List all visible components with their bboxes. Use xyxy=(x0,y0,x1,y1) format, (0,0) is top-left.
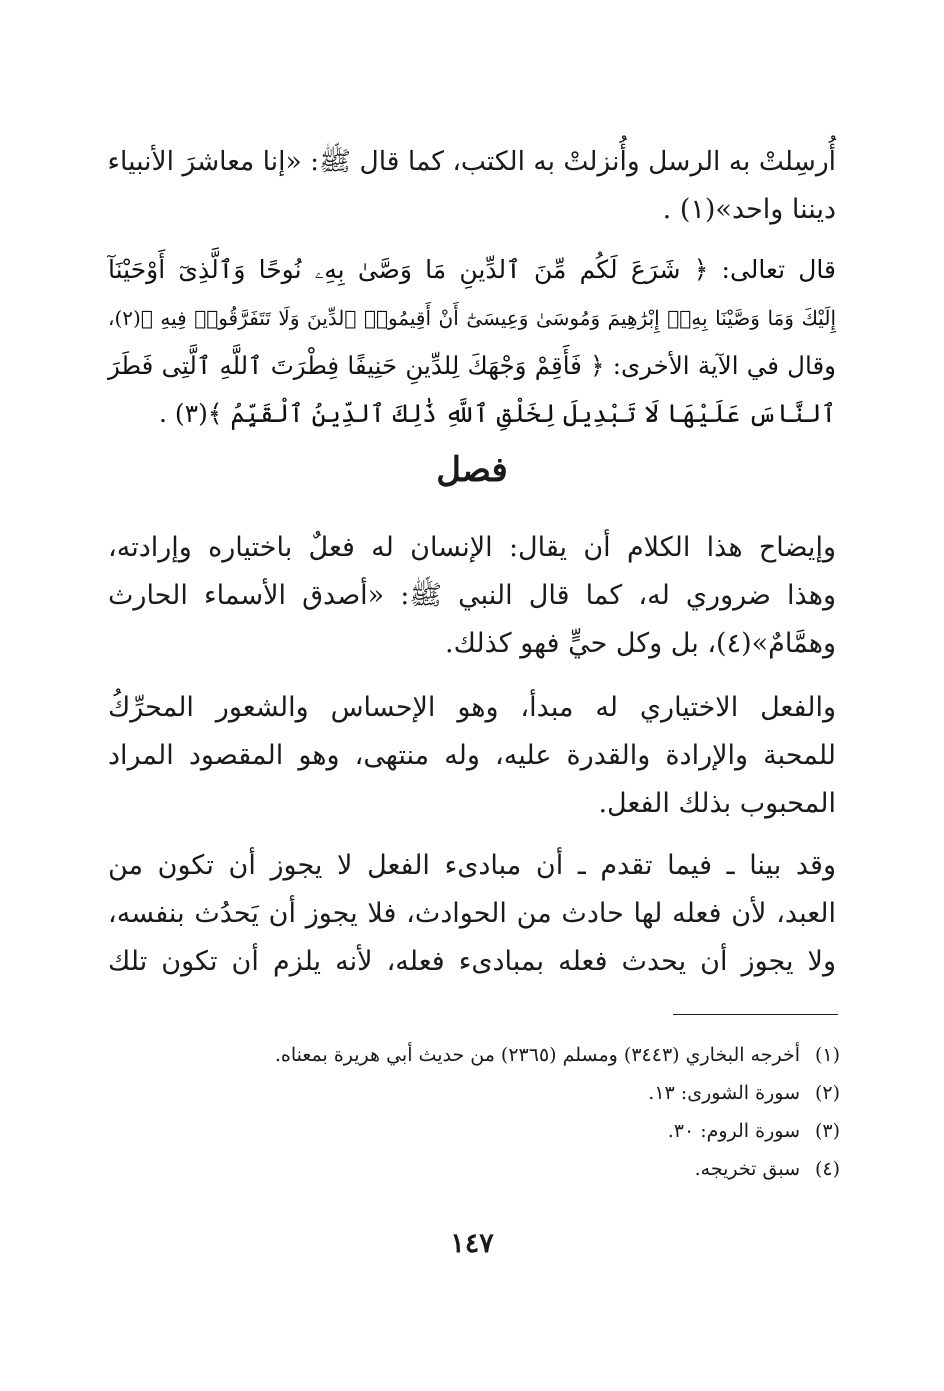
text-line: ٱلنَّاسَ عَلَيْهَا لَا تَبْدِيلَ لِخَلْقِ ٱللَّهِ ذَٰلِكَ ٱلدِّينُ ٱلْقَيِّمُ ﴾(٣) . xyxy=(158,399,836,428)
footnote xyxy=(150,1036,840,1074)
text-line: أُرسِلتْ به الرسل وأُنزلتْ به الكتب، كما قال ﷺ: «إنا معاشرَ الأنبياء xyxy=(107,146,836,177)
footnote-text: أخرجه البخاري (٣٤٤٣) ومسلم (٢٣٦٥) من حديث أبي هريرة بمعناه. xyxy=(274,1044,800,1066)
footnote-number: (٤) xyxy=(814,1158,840,1180)
section-heading: فصل xyxy=(436,450,508,490)
text-line: وهذا ضروري له، كما قال النبي ﷺ: «أصدق الأسماء الحارث xyxy=(108,580,836,611)
text-line: ولا يجوز أن يحدث فعله بمبادىء فعله، لأنه يلزم أن تكون تلك xyxy=(108,946,836,977)
footnote-number: (٢) xyxy=(814,1082,840,1104)
text-line: المحبوب بذلك الفعل. xyxy=(598,788,836,819)
page-number: ١٤٧ xyxy=(450,1228,494,1259)
footnote-text: سورة الروم: ٣٠. xyxy=(667,1120,800,1142)
paragraph-voluntary-action xyxy=(108,524,836,668)
text-line: وهمَّامٌ»(٤)، بل وكل حيٍّ فهو كذلك. xyxy=(445,628,836,659)
paragraph-hadith-religion xyxy=(108,138,836,234)
text-line: للمحبة والإرادة والقدرة عليه، وله منتهى، وهو المقصود المراد xyxy=(108,740,836,771)
text-line: ديننا واحد»(١) . xyxy=(662,194,836,225)
footnotes xyxy=(150,1036,840,1188)
text-line: وإيضاح هذا الكلام أن يقال: الإنسان له فعلٌ باختياره وإرادته، xyxy=(108,532,836,563)
footnote xyxy=(150,1150,840,1188)
text-line: والفعل الاختياري له مبدأ، وهو الإحساس والشعور المحرِّكُ xyxy=(108,692,836,723)
footnote-separator xyxy=(673,1014,838,1015)
footnote xyxy=(150,1112,840,1150)
footnote-text: سبق تخريجه. xyxy=(694,1158,800,1180)
footnote-text: سورة الشورى: ١٣. xyxy=(648,1082,800,1104)
paragraph-origin-of-action xyxy=(108,684,836,828)
text-line: إِلَيْكَ وَمَا وَصَّيْنَا بِهِۦٓ إِبْرَٰهِيمَ وَمُوسَىٰ وَعِيسَىٰٓ أَنْ أَقِيمُوا۟ ٱلدِّينَ وَلَا تَتَفَرَّقُوا۟ فِيهِ ﴾(٢)، xyxy=(108,306,836,330)
footnote xyxy=(150,1074,840,1112)
text-line: العبد، لأن فعله لها حادث من الحوادث، فلا يجوز أن يَحدُث بنفسه، xyxy=(108,898,836,929)
text-line: قال تعالى: ﴿ شَرَعَ لَكُم مِّنَ ٱلدِّينِ مَا وَصَّىٰ بِهِۦ نُوحًا وَٱلَّذِىٓ أَوْحَيْنَآ xyxy=(108,255,836,284)
text-line: وقال في الآية الأخرى: ﴿ فَأَقِمْ وَجْهَكَ لِلدِّينِ حَنِيفًا فِطْرَتَ ٱللَّهِ ٱلَّتِى فَطَرَ xyxy=(108,351,836,380)
footnote-number: (١) xyxy=(814,1044,840,1066)
text-line: وقد بينا ـ فيما تقدم ـ أن مبادىء الفعل لا يجوز أن تكون من xyxy=(108,850,836,881)
footnote-number: (٣) xyxy=(814,1120,840,1142)
paragraph-principles-of-action xyxy=(108,842,836,986)
paragraph-quran-verses xyxy=(108,246,836,438)
